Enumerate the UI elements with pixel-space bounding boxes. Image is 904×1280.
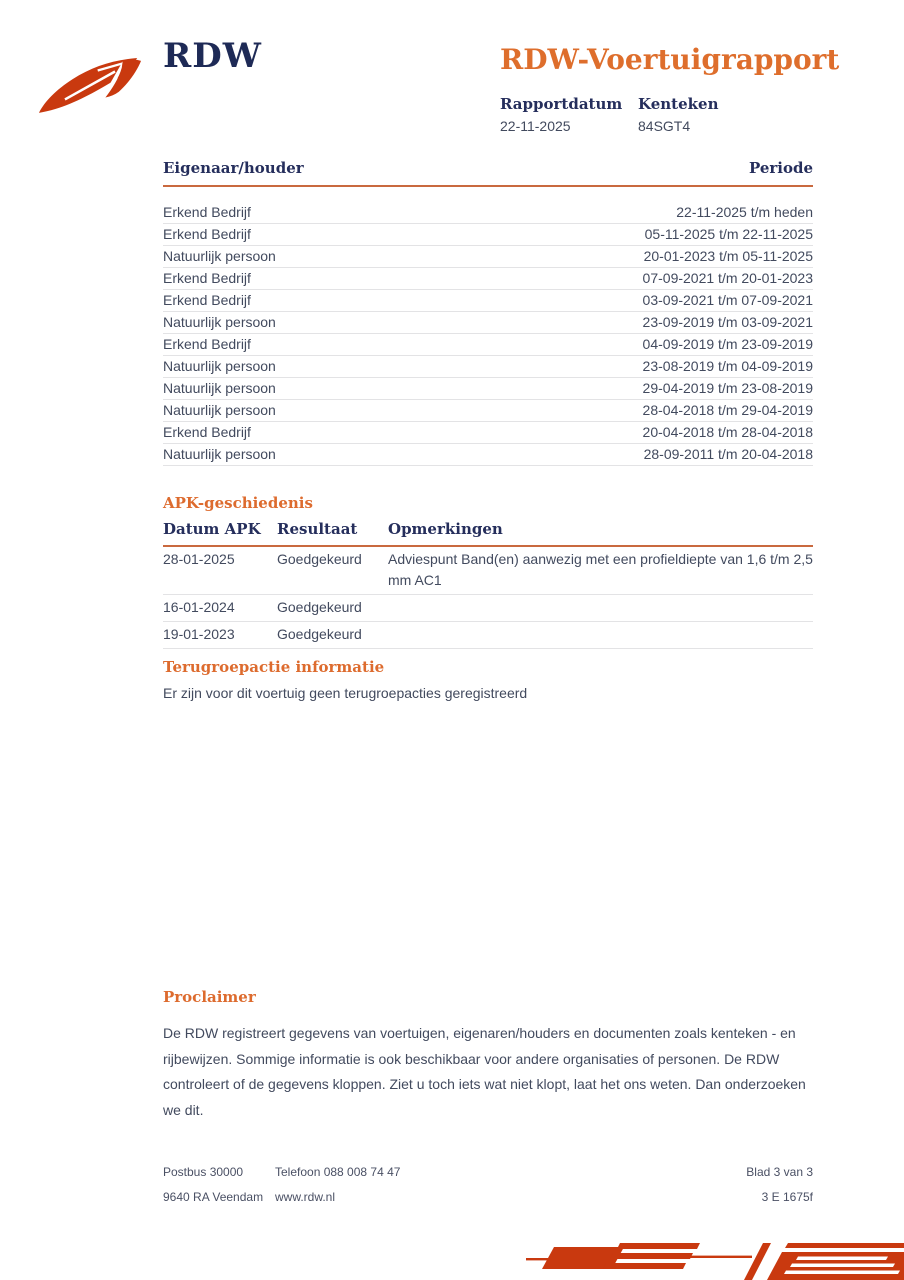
owner-period: 04-09-2019 t/m 23-09-2019 — [642, 336, 813, 352]
owner-type: Natuurlijk persoon — [163, 358, 276, 374]
apk-result: Goedgekeurd — [277, 599, 362, 615]
proclaimer-text: De RDW registreert gegevens van voertuigen, eigenaren/houders en documenten zoals kenteken - en rijbewijzen. Sommige informatie is ook beschikbaar voor andere organisaties of personen. De RDW controleert of de gegevens kloppen. Ziet u toch iets wat niet klopt, laat het ons weten. Dan onderzoeken we dit. — [163, 1025, 806, 1118]
apk-remarks — [388, 624, 813, 645]
license-plate-value: 84SGT4 — [638, 118, 691, 134]
owner-type: Natuurlijk persoon — [163, 446, 276, 462]
owner-type: Erkend Bedrijf — [163, 204, 251, 220]
owner-type: Erkend Bedrijf — [163, 292, 251, 308]
table-row — [163, 356, 813, 378]
table-row — [163, 444, 813, 466]
apk-result: Goedgekeurd — [277, 551, 362, 567]
page-footer — [163, 1166, 813, 1204]
recall-section — [163, 658, 813, 701]
apk-remarks-column-header: Opmerkingen — [388, 520, 503, 538]
report-date-label: Rapportdatum — [500, 95, 623, 113]
page-title: RDW-Voertuigrapport — [500, 43, 840, 76]
apk-date-column-header: Datum APK — [163, 520, 261, 538]
license-plate-label: Kenteken — [638, 95, 719, 113]
table-row — [163, 312, 813, 334]
recall-text: Er zijn voor dit voertuig geen terugroepacties geregistreerd — [163, 685, 528, 701]
owner-type: Erkend Bedrijf — [163, 270, 251, 286]
period-column-header: Periode — [748, 159, 813, 177]
owner-type: Erkend Bedrijf — [163, 226, 251, 242]
footer-website: www.rdw.nl — [275, 1190, 336, 1204]
owner-type: Natuurlijk persoon — [163, 248, 276, 264]
owner-period: 23-09-2019 t/m 03-09-2021 — [642, 314, 813, 330]
table-row — [163, 378, 813, 400]
table-row — [163, 334, 813, 356]
owner-period: 22-11-2025 t/m heden — [676, 204, 813, 220]
rdw-flag-stripes-icon — [520, 1243, 904, 1280]
owner-type: Erkend Bedrijf — [163, 424, 251, 440]
owner-type: Natuurlijk persoon — [163, 314, 276, 330]
owner-period: 23-08-2019 t/m 04-09-2019 — [642, 358, 813, 374]
apk-history-section — [163, 494, 813, 649]
report-date-value: 22-11-2025 — [500, 118, 571, 134]
footer-page-info: Blad 3 van 3 — [746, 1165, 813, 1179]
apk-date: 16-01-2024 — [163, 599, 235, 615]
footer-doc-code: 3 E 1675f — [761, 1190, 813, 1204]
table-row — [163, 400, 813, 422]
proclaimer-section — [163, 988, 819, 1123]
table-row — [163, 422, 813, 444]
owner-period: 29-04-2019 t/m 23-08-2019 — [642, 380, 813, 396]
report-meta — [500, 95, 718, 134]
owner-period: 20-01-2023 t/m 05-11-2025 — [643, 248, 813, 264]
table-row — [163, 246, 813, 268]
recall-section-heading: Terugroepactie informatie — [163, 658, 385, 676]
footer-phone: Telefoon 088 008 74 47 — [275, 1165, 401, 1179]
owner-history-section — [163, 159, 813, 466]
proclaimer-heading: Proclaimer — [163, 988, 256, 1006]
table-row — [163, 224, 813, 246]
apk-result-column-header: Resultaat — [277, 520, 358, 538]
apk-result: Goedgekeurd — [277, 626, 362, 642]
apk-date: 19-01-2023 — [163, 626, 235, 642]
apk-section-heading: APK-geschiedenis — [163, 494, 313, 512]
apk-date: 28-01-2025 — [163, 551, 235, 567]
table-row — [163, 547, 813, 595]
owner-type: Erkend Bedrijf — [163, 336, 251, 352]
owner-period: 28-04-2018 t/m 29-04-2019 — [642, 402, 813, 418]
table-row — [163, 595, 813, 622]
owner-column-header: Eigenaar/houder — [163, 159, 304, 177]
rdw-logo-icon — [38, 52, 142, 116]
table-row — [163, 290, 813, 312]
owner-period: 20-04-2018 t/m 28-04-2018 — [642, 424, 813, 440]
owner-rows — [163, 202, 813, 466]
owner-period: 05-11-2025 t/m 22-11-2025 — [644, 226, 813, 242]
apk-remarks — [388, 597, 813, 618]
table-row — [163, 268, 813, 290]
table-row — [163, 622, 813, 649]
footer-address-line2: 9640 RA Veendam — [163, 1190, 264, 1204]
apk-remarks: Adviespunt Band(en) aanwezig met een profieldiepte van 1,6 t/m 2,5 mm AC1 — [388, 551, 813, 588]
owner-period: 03-09-2021 t/m 07-09-2021 — [642, 292, 813, 308]
table-row — [163, 202, 813, 224]
owner-type: Natuurlijk persoon — [163, 402, 276, 418]
brand-wordmark: RDW — [163, 36, 262, 76]
owner-period: 07-09-2021 t/m 20-01-2023 — [642, 270, 813, 286]
owner-type: Natuurlijk persoon — [163, 380, 276, 396]
footer-address-line1: Postbus 30000 — [163, 1165, 244, 1179]
owner-period: 28-09-2011 t/m 20-04-2018 — [643, 446, 813, 462]
